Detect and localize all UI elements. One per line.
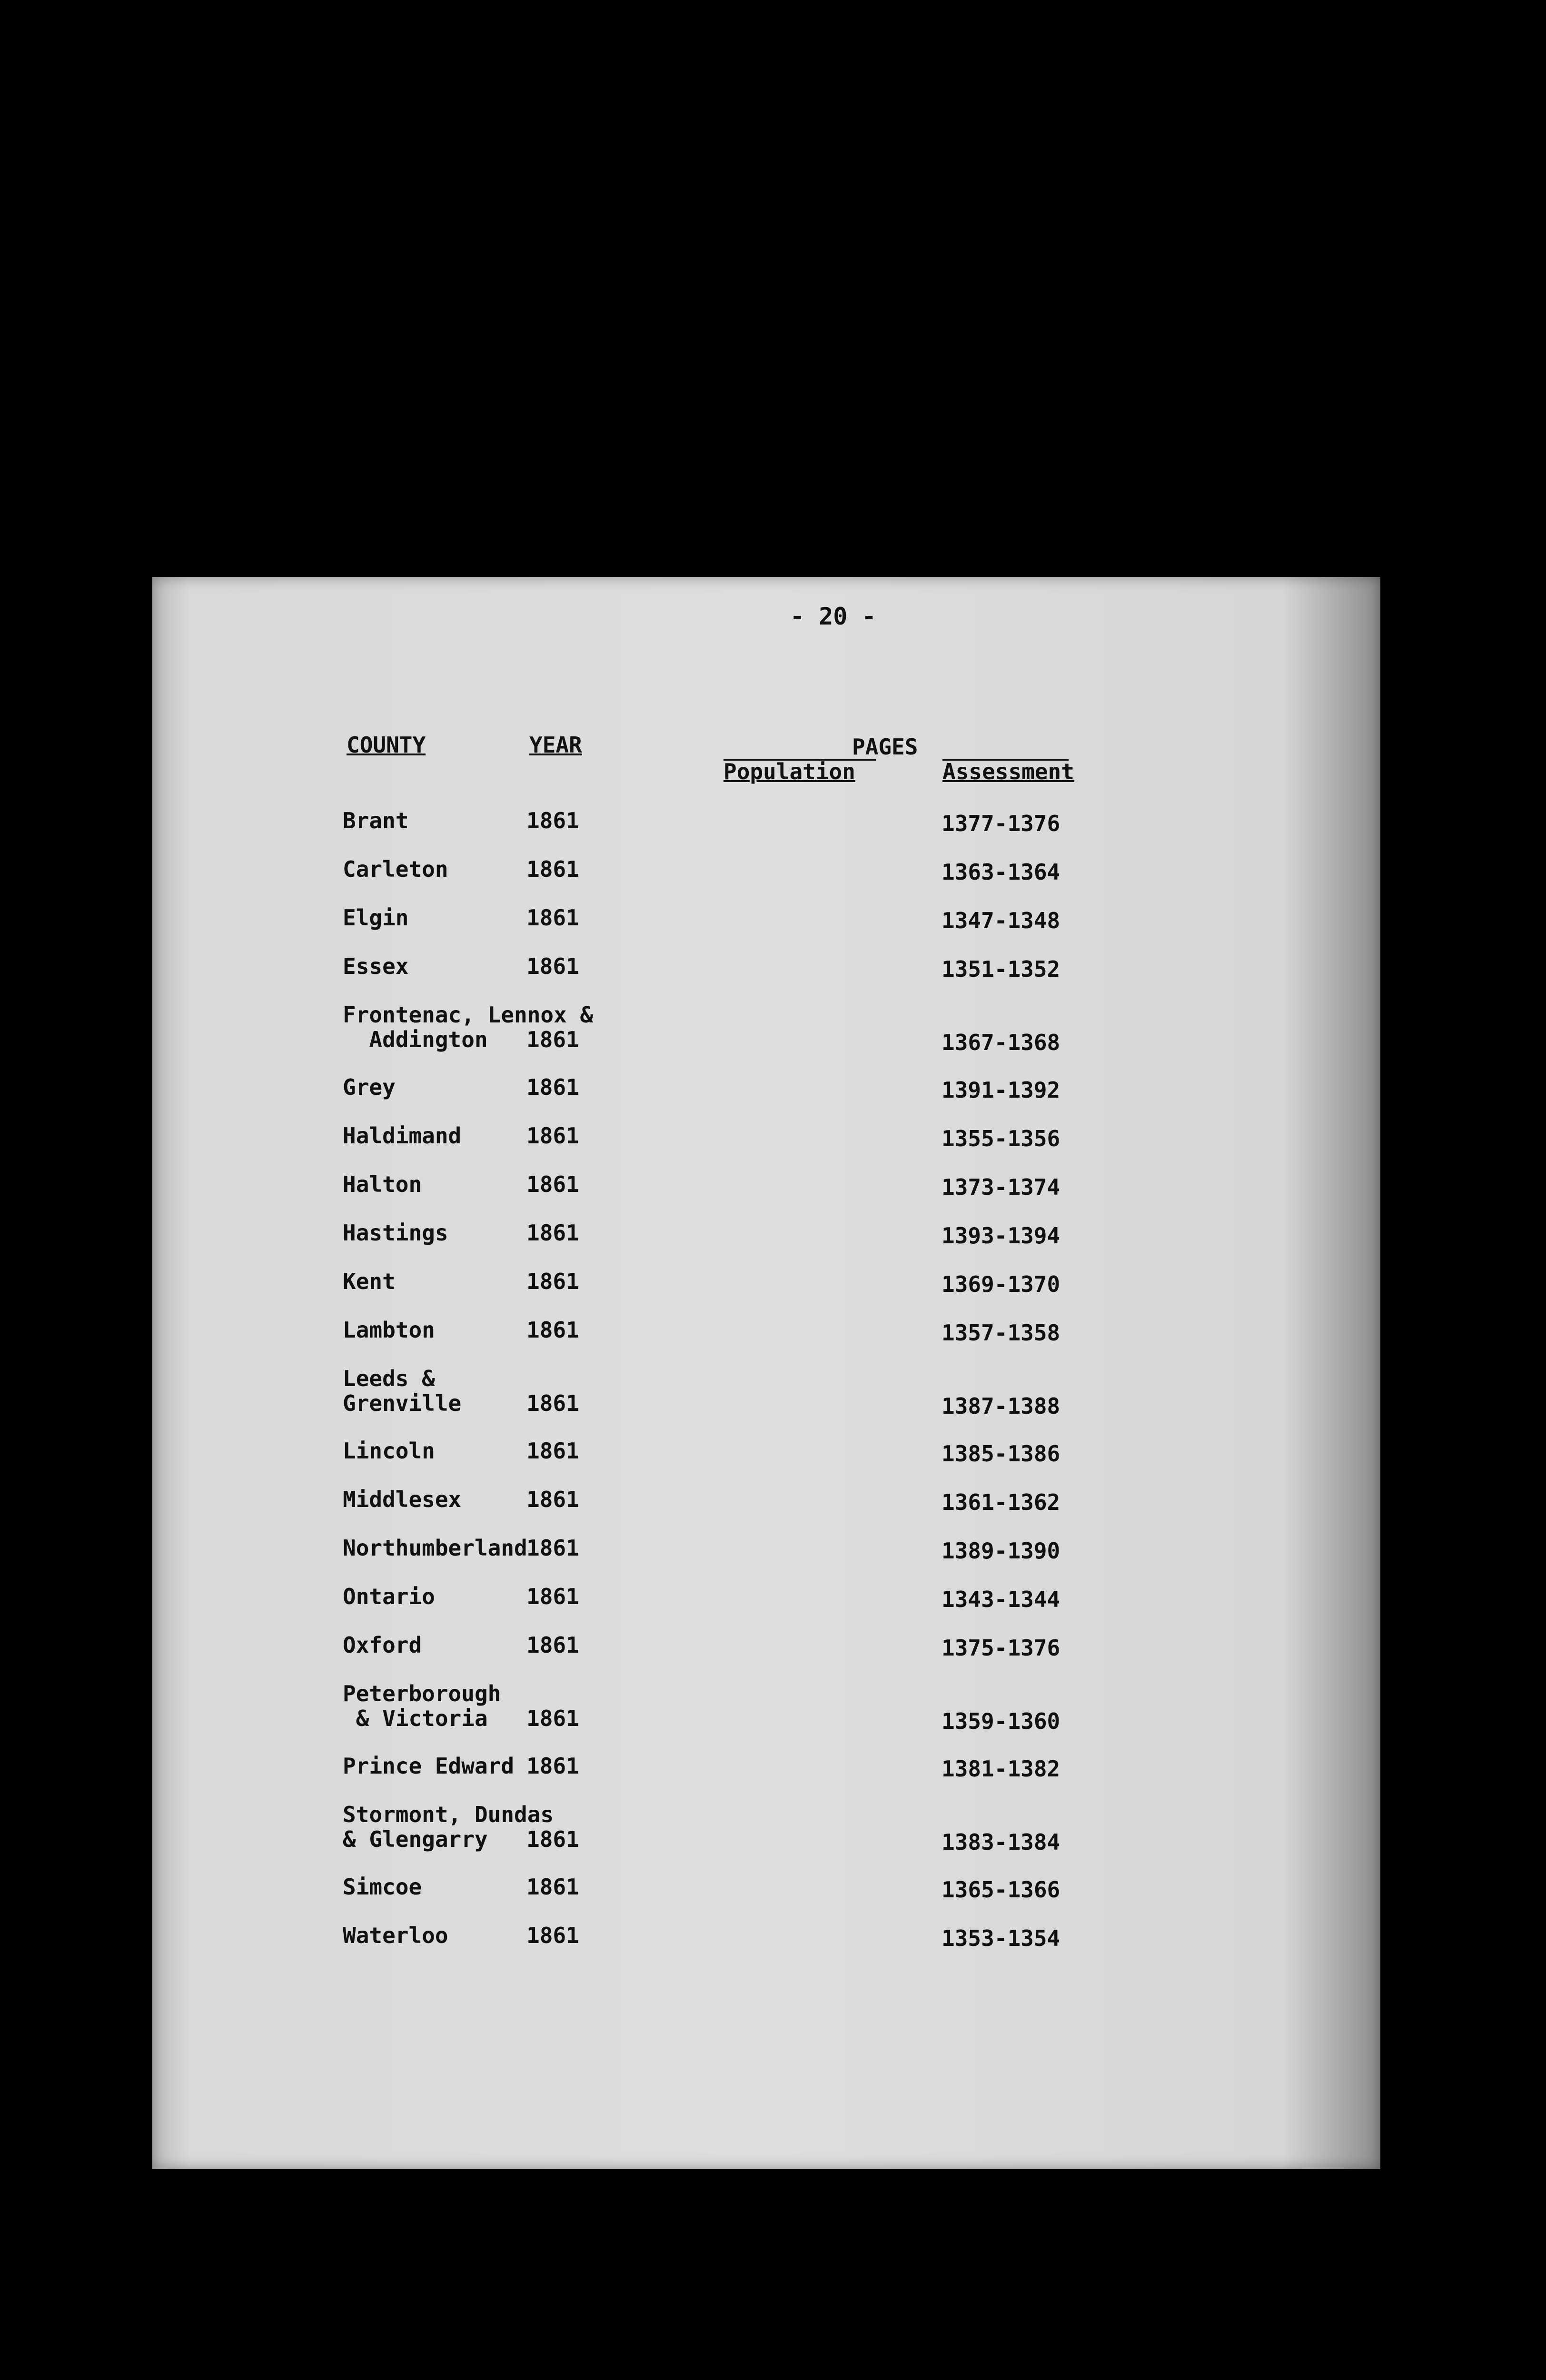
county-name-line: Kent <box>343 1269 396 1294</box>
county-name-line: Stormont, Dundas <box>343 1802 554 1827</box>
table-row <box>152 1220 1380 1273</box>
table-row <box>152 1487 1380 1539</box>
county-name-line: Hastings <box>343 1220 448 1246</box>
table-row <box>152 1318 1380 1370</box>
year-column-header: YEAR <box>529 732 582 758</box>
assessment-pages-cell: 1351-1352 <box>941 956 1060 982</box>
county-name-line: Grey <box>343 1074 396 1100</box>
year-cell: 1861 <box>526 856 579 882</box>
county-name-line: Lambton <box>343 1317 435 1343</box>
assessment-pages-cell: 1365-1366 <box>941 1877 1060 1903</box>
assessment-pages-cell: 1367-1368 <box>941 1030 1060 1055</box>
year-cell: 1861 <box>526 1632 579 1658</box>
year-cell: 1861 <box>526 1074 579 1100</box>
table-row <box>152 1754 1380 1806</box>
year-cell: 1861 <box>526 1874 579 1900</box>
county-name-line: Ontario <box>343 1584 435 1609</box>
year-cell: 1861 <box>526 1923 579 1948</box>
assessment-pages-cell: 1373-1374 <box>941 1174 1060 1200</box>
table-row <box>152 1269 1380 1321</box>
year-cell: 1861 <box>526 1706 579 1731</box>
pages-group-header: PAGES <box>852 734 918 760</box>
assessment-pages-cell: 1377-1376 <box>941 811 1060 836</box>
table-row <box>152 1584 1380 1636</box>
assessment-pages-cell: 1389-1390 <box>941 1538 1060 1564</box>
year-cell: 1861 <box>526 1269 579 1294</box>
county-name-line: Peterborough <box>343 1681 501 1706</box>
county-name-line: Carleton <box>343 856 448 882</box>
county-name-line: Halton <box>343 1171 422 1197</box>
county-name-line: Grenville <box>343 1390 462 1416</box>
assessment-pages-cell: 1343-1344 <box>941 1587 1060 1612</box>
year-cell: 1861 <box>526 1438 579 1464</box>
table-row <box>152 954 1380 1006</box>
assessment-pages-cell: 1375-1376 <box>941 1635 1060 1661</box>
county-name-line: Brant <box>343 808 409 833</box>
county-name-line: Addington <box>343 1027 488 1052</box>
table-row <box>152 808 1380 861</box>
year-cell: 1861 <box>526 1753 579 1779</box>
year-cell: 1861 <box>526 1487 579 1512</box>
table-row <box>152 1681 1380 1734</box>
assessment-pages-cell: 1385-1386 <box>941 1441 1060 1467</box>
year-cell: 1861 <box>526 1220 579 1246</box>
county-name-line: Leeds & <box>343 1366 435 1391</box>
table-row <box>152 857 1380 909</box>
assessment-pages-cell: 1391-1392 <box>941 1077 1060 1103</box>
assessment-pages-cell: 1361-1362 <box>941 1489 1060 1515</box>
table-row <box>152 1172 1380 1224</box>
county-name-line: Simcoe <box>343 1874 422 1900</box>
assessment-pages-cell: 1359-1360 <box>941 1708 1060 1734</box>
table-row <box>152 1366 1380 1418</box>
county-name-line: Elgin <box>343 905 409 931</box>
table-row <box>152 1633 1380 1685</box>
county-name-line: Waterloo <box>343 1923 448 1948</box>
assessment-pages-cell: 1363-1364 <box>941 859 1060 885</box>
assessment-pages-cell: 1383-1384 <box>941 1829 1060 1855</box>
county-name-line: & Victoria <box>343 1706 488 1731</box>
county-name-line: & Glengarry <box>343 1826 488 1852</box>
population-column-header: Population <box>723 759 855 784</box>
county-name-line: Oxford <box>343 1632 422 1658</box>
document-page <box>152 577 1380 2169</box>
table-row <box>152 1802 1380 1854</box>
year-cell: 1861 <box>526 1027 579 1052</box>
year-cell: 1861 <box>526 1535 579 1561</box>
county-name-line: Northumberland <box>343 1535 527 1561</box>
assessment-pages-cell: 1355-1356 <box>941 1126 1060 1151</box>
table-row <box>152 1002 1380 1055</box>
year-cell: 1861 <box>526 1826 579 1852</box>
assessment-pages-cell: 1369-1370 <box>941 1271 1060 1297</box>
year-cell: 1861 <box>526 1390 579 1416</box>
table-row <box>152 1536 1380 1588</box>
year-cell: 1861 <box>526 808 579 833</box>
county-name-line: Prince Edward <box>343 1753 515 1779</box>
year-cell: 1861 <box>526 1123 579 1149</box>
year-cell: 1861 <box>526 1171 579 1197</box>
page-number: - 20 - <box>790 603 876 630</box>
assessment-pages-cell: 1381-1382 <box>941 1756 1060 1782</box>
county-name-line: Haldimand <box>343 1123 462 1149</box>
county-name-line: Essex <box>343 953 409 979</box>
assessment-pages-cell: 1387-1388 <box>941 1393 1060 1419</box>
table-row <box>152 1874 1380 1927</box>
assessment-pages-cell: 1347-1348 <box>941 908 1060 933</box>
year-cell: 1861 <box>526 1584 579 1609</box>
assessment-column-header: Assessment <box>942 759 1074 784</box>
year-cell: 1861 <box>526 905 579 931</box>
county-column-header: COUNTY <box>347 732 426 758</box>
year-cell: 1861 <box>526 1317 579 1343</box>
table-row <box>152 1438 1380 1491</box>
table-row <box>152 1075 1380 1127</box>
table-row <box>152 905 1380 958</box>
year-cell: 1861 <box>526 953 579 979</box>
table-row <box>152 1123 1380 1176</box>
assessment-pages-cell: 1353-1354 <box>941 1925 1060 1951</box>
assessment-pages-cell: 1393-1394 <box>941 1223 1060 1249</box>
county-name-line: Middlesex <box>343 1487 462 1512</box>
county-name-line: Frontenac, Lennox & <box>343 1002 594 1028</box>
assessment-pages-cell: 1357-1358 <box>941 1320 1060 1346</box>
table-row <box>152 1923 1380 1975</box>
county-name-line: Lincoln <box>343 1438 435 1464</box>
